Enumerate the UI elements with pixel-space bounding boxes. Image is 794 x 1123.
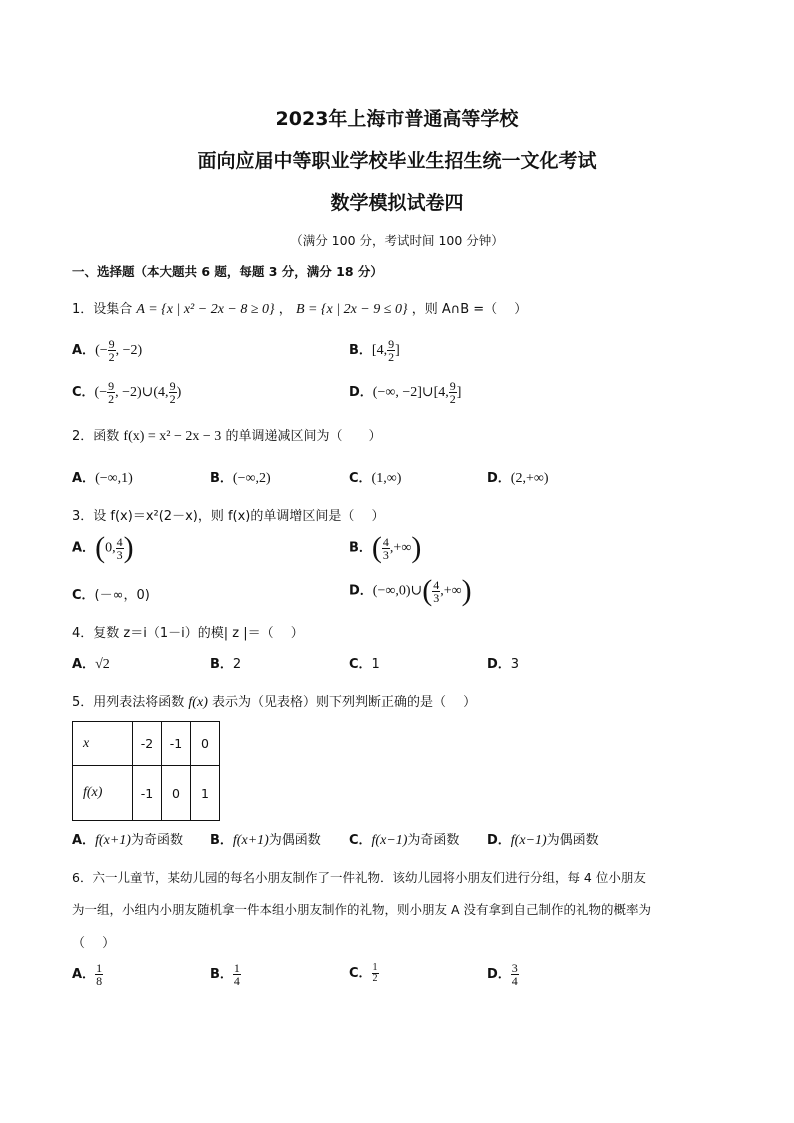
fraction	[372, 963, 379, 984]
q1-option-a	[72, 338, 142, 363]
denominator: 8	[96, 974, 103, 988]
option-text: (−∞,1)	[95, 471, 133, 486]
q3-option-d: D．(−∞,0)∪( $\frac{4}{3}$ ,+∞)	[349, 574, 472, 607]
numerator: 4	[433, 577, 440, 592]
q1-set-a: A = {x | x² − 2x − 8 ≥ 0}	[136, 302, 275, 317]
q2-tail: 的单调递减区间为（ ）	[225, 429, 382, 444]
q5-tail: 表示为（见表格）则下列判断正确的是（ ）	[212, 695, 477, 710]
q6-option-b	[210, 962, 241, 987]
option-text: (－∞，0)	[94, 588, 150, 603]
q1-option-c	[72, 380, 181, 405]
option-text: 为奇函数	[130, 833, 183, 848]
q3-option-c	[72, 584, 150, 603]
fraction	[108, 338, 116, 363]
option-text: , −2)∪(4,	[115, 385, 169, 400]
numerator: 9	[169, 379, 176, 393]
q6-option-a	[72, 962, 103, 987]
option-label: C．	[349, 966, 372, 981]
denominator: 2	[108, 392, 115, 406]
option-text: (−∞,0)∪	[372, 583, 423, 599]
numerator: 9	[108, 337, 115, 351]
fraction	[169, 380, 177, 405]
question-4: 4．复数 z＝i（1－i）的模| z |＝（ ）	[72, 626, 304, 641]
fraction	[233, 962, 241, 987]
numerator: 3	[511, 961, 518, 975]
option-label: C．	[349, 657, 372, 672]
numerator: 1	[372, 962, 378, 973]
option-label: D．	[487, 967, 511, 982]
option-text: ,+∞	[389, 540, 412, 556]
option-label: B．	[210, 967, 233, 982]
option-label: C．	[72, 588, 95, 603]
option-text: ,+∞	[440, 583, 462, 599]
exam-title-line-1: 2023年上海市普通高等学校	[275, 108, 519, 130]
fraction	[107, 380, 115, 405]
question-6-line-1: 6．六一儿童节，某幼儿园的每名小朋友制作了一件礼物．该幼儿园将小朋友们进行分组，每 4 位小朋友	[72, 870, 646, 885]
table-cell: 1	[191, 766, 220, 821]
q1-option-d	[349, 380, 461, 405]
option-text: 0,	[105, 540, 116, 556]
option-text: ]	[395, 343, 400, 358]
denominator: 4	[233, 974, 240, 988]
option-label: D．	[487, 471, 511, 486]
table-cell: -1	[162, 722, 191, 766]
q2-prefix: 2．函数	[72, 429, 120, 444]
q2-option-b	[210, 467, 271, 487]
exam-title-line-2: 面向应届中等职业学校毕业生招生统一文化考试	[197, 150, 597, 172]
option-text: (2,+∞)	[510, 471, 549, 486]
fraction	[387, 338, 395, 363]
question-6-line-3: （ ）	[72, 936, 116, 951]
denominator: 2	[388, 350, 395, 364]
option-text: )	[176, 385, 182, 400]
option-label: D．	[349, 385, 373, 400]
denominator: 2	[169, 392, 176, 406]
option-label: D．	[487, 657, 511, 672]
q4-option-a	[72, 653, 110, 673]
denominator: 3	[382, 547, 389, 562]
option-text: 为偶函数	[546, 833, 599, 848]
denominator: 4	[511, 974, 518, 988]
option-text: √2	[95, 657, 110, 672]
denominator: 3	[116, 547, 123, 562]
q1-prefix: 1．设集合	[72, 302, 133, 317]
q1-comma: ，	[278, 302, 292, 317]
option-label: A．	[72, 657, 96, 672]
option-text: 3	[510, 657, 520, 672]
q1-tail: ，则 A∩B =（ ）	[411, 302, 528, 317]
numerator: 1	[233, 961, 240, 975]
option-label: C．	[349, 833, 372, 848]
option-text: ]	[456, 385, 462, 400]
q5-function: f(x)	[188, 695, 208, 710]
option-expression: f(x+1)	[95, 833, 131, 848]
table-cell: 0	[162, 766, 191, 821]
option-text: (−	[95, 343, 108, 358]
option-expression: f(x+1)	[232, 833, 269, 848]
option-text: 2	[232, 657, 242, 672]
function-table	[72, 721, 220, 821]
table-cell: -2	[133, 722, 162, 766]
q2-option-c	[349, 467, 401, 487]
option-text: (−∞,2)	[232, 471, 271, 486]
q4-option-d	[487, 653, 519, 672]
option-label: A．	[72, 471, 96, 486]
fraction	[449, 380, 457, 405]
option-text: 为偶函数	[268, 833, 321, 848]
option-text: (−∞, −2]∪[4,	[372, 385, 449, 400]
table-header-x: x	[73, 722, 133, 766]
option-text: (−	[94, 385, 108, 400]
denominator: 2	[449, 392, 456, 406]
option-label: B．	[349, 343, 372, 358]
numerator: 9	[108, 379, 115, 393]
option-label: A．	[72, 540, 96, 556]
q5-option-b	[210, 829, 321, 849]
numerator: 9	[388, 337, 395, 351]
option-label: C．	[349, 471, 372, 486]
q5-option-d	[487, 829, 599, 849]
option-label: C．	[72, 385, 95, 400]
table-cell: 0	[191, 722, 220, 766]
table-row	[73, 722, 220, 766]
q4-option-b	[210, 653, 241, 672]
table-row	[73, 766, 220, 821]
section-heading: 一、选择题（本大题共 6 题，每题 3 分，满分 18 分）	[72, 264, 383, 279]
option-text: , −2)	[115, 343, 143, 358]
numerator: 1	[96, 961, 103, 975]
q5-prefix: 5．用列表法将函数	[72, 695, 185, 710]
option-label: A．	[72, 833, 96, 848]
q2-expression: f(x) = x² − 2x − 3	[123, 429, 222, 444]
fraction	[511, 962, 519, 987]
option-label: A．	[72, 967, 96, 982]
denominator: 2	[372, 973, 378, 984]
q1-set-b: B = {x | 2x − 9 ≤ 0}	[295, 302, 408, 317]
question-1	[72, 298, 527, 318]
option-expression: f(x−1)	[371, 833, 408, 848]
q3-option-a: A．(0, $\frac{4}{3}$ )	[72, 531, 134, 564]
q2-option-d	[487, 467, 549, 487]
table-header-fx: f(x)	[73, 766, 133, 821]
exam-title-line-3: 数学模拟试卷四	[330, 192, 464, 214]
q1-option-b	[349, 338, 400, 363]
q2-option-a	[72, 467, 133, 487]
q5-option-c	[349, 829, 459, 849]
option-label: B．	[210, 833, 233, 848]
option-label: A．	[72, 343, 96, 358]
denominator: 2	[108, 350, 115, 364]
option-text: (1,∞)	[371, 471, 402, 486]
q5-option-a	[72, 829, 183, 849]
denominator: 3	[433, 590, 440, 605]
fraction	[382, 536, 390, 561]
q6-option-d	[487, 962, 519, 987]
exam-note: （满分 100 分，考试时间 100 分钟）	[290, 233, 504, 248]
question-5	[72, 691, 476, 711]
option-text: 1	[371, 657, 380, 672]
option-text: 为奇函数	[407, 833, 460, 848]
option-label: B．	[210, 471, 233, 486]
option-label: D．	[487, 833, 511, 848]
numerator: 4	[382, 534, 389, 549]
option-label: B．	[349, 540, 372, 556]
table-cell: -1	[133, 766, 162, 821]
q3-option-b: B．( $\frac{4}{3}$ ,+∞)	[349, 531, 422, 564]
option-label: D．	[349, 583, 373, 599]
numerator: 4	[116, 534, 123, 549]
question-2	[72, 425, 381, 445]
question-3: 3．设 f(x)＝x²(2－x)，则 f(x)的单调增区间是（ ）	[72, 509, 385, 524]
question-6-line-2: 为一组，小组内小朋友随机拿一件本组小朋友制作的礼物，则小朋友 A 没有拿到自己制作的礼物的概率为	[72, 902, 651, 917]
option-label: B．	[210, 657, 233, 672]
option-text: [4,	[371, 343, 388, 358]
q6-option-c	[349, 962, 379, 984]
numerator: 9	[449, 379, 456, 393]
fraction	[95, 962, 103, 987]
fraction	[116, 536, 124, 561]
option-expression: f(x−1)	[510, 833, 547, 848]
q4-option-c	[349, 653, 380, 672]
